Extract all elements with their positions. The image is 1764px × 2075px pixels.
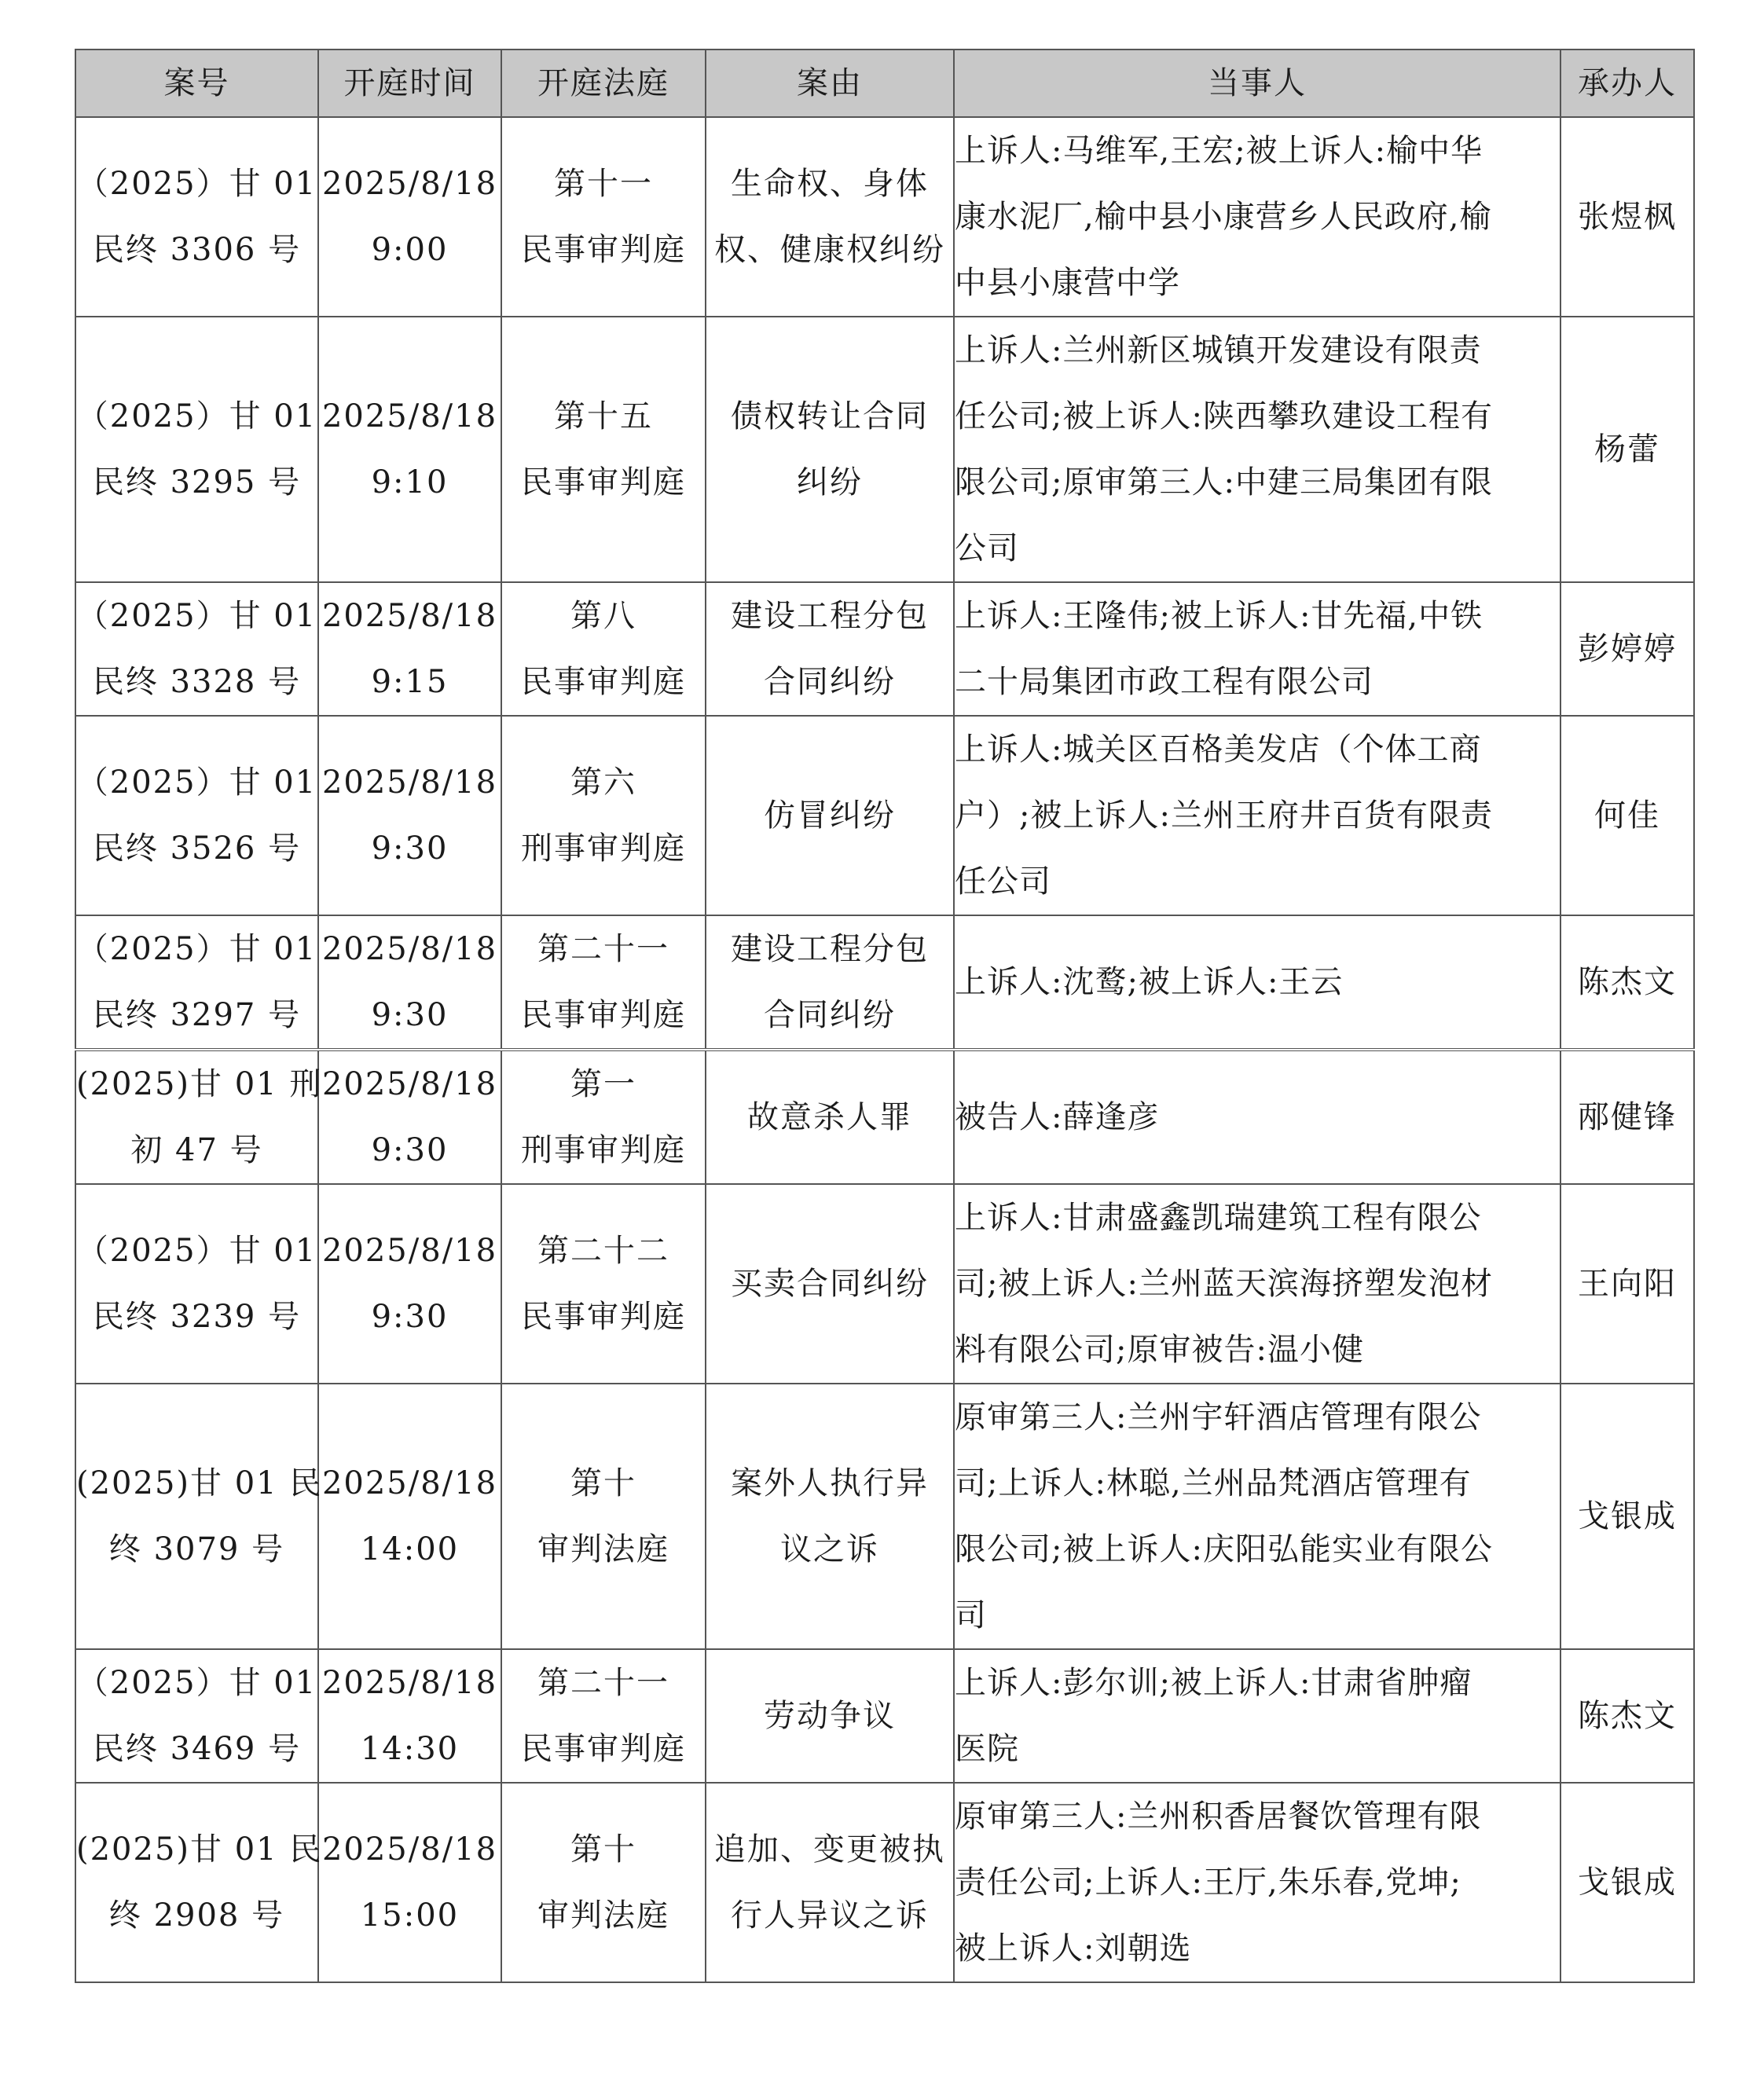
parties-cell (954, 1649, 1560, 1783)
table-row (75, 1384, 1694, 1649)
case-number-cell-line: （2025）甘 01 (76, 764, 317, 801)
cause-cell (706, 1184, 954, 1384)
parties-cell-line: 上诉人:兰州新区城镇开发建设有限责 (955, 332, 1482, 368)
courtroom-cell-line: 第十 (570, 1465, 636, 1501)
courtroom-cell-line: 民事审判庭 (521, 464, 686, 500)
table-row (75, 1783, 1694, 1982)
hearing-time-cell-line: 14:30 (360, 1731, 460, 1767)
table-row (75, 915, 1694, 1050)
case-number-cell-line: 终 2908 号 (108, 1897, 285, 1934)
header-parties: 当事人 (954, 49, 1560, 117)
case-number-cell-line: （2025）甘 01 (76, 398, 317, 434)
hearing-time-cell-line: 15:00 (360, 1897, 460, 1934)
parties-cell-line: 任公司;被上诉人:陕西攀玖建设工程有 (955, 398, 1493, 434)
table-row (75, 1184, 1694, 1384)
table-row (75, 1050, 1694, 1184)
cause-cell (706, 1050, 954, 1184)
cause-cell-line: 故意杀人罪 (747, 1099, 912, 1135)
hearing-time-cell-line: 9:30 (371, 830, 449, 867)
hearing-time-cell-line: 2025/8/18 (321, 1665, 498, 1701)
parties-cell-line: 康水泥厂,榆中县小康营乡人民政府,榆 (955, 199, 1492, 235)
table-row (75, 317, 1694, 582)
parties-cell (954, 716, 1560, 915)
parties-cell-line: 被告人:薛逢彦 (955, 1099, 1160, 1135)
parties-cell-line: 二十局集团市政工程有限公司 (955, 664, 1373, 700)
judge-cell: 陈杰文 (1560, 915, 1694, 1050)
hearing-time-cell-line: 2025/8/18 (321, 764, 498, 801)
case-number-cell (75, 1184, 318, 1384)
parties-cell-line: 司 (955, 1597, 987, 1633)
header-judge: 承办人 (1560, 49, 1694, 117)
courtroom-cell (501, 1384, 706, 1649)
hearing-time-cell-line: 9:30 (371, 1132, 449, 1168)
hearing-time-cell-line: 2025/8/18 (321, 1233, 498, 1269)
parties-cell-line: 限公司;原审第三人:中建三局集团有限 (955, 464, 1493, 500)
courtroom-cell-line: 刑事审判庭 (521, 1132, 686, 1168)
case-number-cell-line: 民终 3328 号 (92, 664, 302, 700)
parties-cell (954, 117, 1560, 317)
parties-cell (954, 915, 1560, 1050)
courtroom-cell-line: 第二十一 (537, 1665, 669, 1701)
case-number-cell-line: （2025）甘 01 (76, 931, 317, 967)
courtroom-cell-line: 第六 (570, 764, 636, 801)
case-number-cell-line: （2025）甘 01 (76, 1233, 317, 1269)
hearing-time-cell-line: 2025/8/18 (321, 1465, 498, 1501)
courtroom-cell-line: 民事审判庭 (521, 997, 686, 1033)
parties-cell-line: 上诉人:沈鹜;被上诉人:王云 (955, 964, 1344, 1000)
hearing-time-cell-line: 2025/8/18 (321, 931, 498, 967)
case-number-cell (75, 1384, 323, 1649)
cause-cell (706, 117, 954, 317)
table-body (75, 117, 1694, 1982)
case-number-cell (75, 1050, 323, 1184)
hearing-time-cell-line: 2025/8/18 (321, 166, 498, 202)
hearing-time-cell-line: 9:10 (371, 464, 449, 500)
courtroom-cell-line: 审判法庭 (537, 1897, 669, 1934)
hearing-time-cell-line: 9:30 (371, 1299, 449, 1335)
parties-cell (954, 1783, 1560, 1982)
hearing-time-cell (318, 915, 501, 1050)
courtroom-cell-line: 第十一 (554, 166, 653, 202)
case-number-cell (75, 582, 318, 716)
hearing-time-cell-line: 2025/8/18 (321, 1831, 498, 1868)
case-number-cell (75, 716, 318, 915)
hearing-time-cell (318, 117, 501, 317)
cause-cell-line: 仿冒纠纷 (764, 797, 896, 834)
cause-cell-line: 行人异议之诉 (731, 1897, 929, 1934)
courtroom-cell-line: 民事审判庭 (521, 1731, 686, 1767)
hearing-time-cell-line: 2025/8/18 (321, 1066, 498, 1102)
table-row (75, 582, 1694, 716)
cause-cell (706, 1783, 954, 1982)
cause-cell (706, 582, 954, 716)
case-number-cell (75, 117, 318, 317)
courtroom-cell-line: 第一 (570, 1066, 636, 1102)
header-case-no: 案号 (75, 49, 318, 117)
parties-cell (954, 1384, 1560, 1649)
hearing-time-cell (318, 716, 501, 915)
hearing-time-cell-line: 14:00 (360, 1531, 460, 1567)
header-time: 开庭时间 (318, 49, 501, 117)
courtroom-cell (501, 582, 706, 716)
hearing-time-cell-line: 2025/8/18 (321, 598, 498, 634)
table-row (75, 117, 1694, 317)
courtroom-cell-line: 第十五 (554, 398, 653, 434)
parties-cell-line: 司;被上诉人:兰州蓝天滨海挤塑发泡材 (955, 1266, 1493, 1302)
cause-cell-line: 合同纠纷 (764, 997, 896, 1033)
judge-cell: 邴健锋 (1560, 1050, 1694, 1184)
courtroom-cell-line: 第二十二 (537, 1233, 669, 1269)
case-number-cell-line: （2025）甘 01 (76, 166, 317, 202)
cause-cell-line: 建设工程分包 (731, 931, 929, 967)
courtroom-cell-line: 第八 (570, 598, 636, 634)
judge-cell: 杨蕾 (1560, 317, 1694, 582)
parties-cell-line: 被上诉人:刘朝选 (955, 1930, 1192, 1967)
cause-cell (706, 1649, 954, 1783)
courtroom-cell-line: 审判法庭 (537, 1531, 669, 1567)
parties-cell (954, 1184, 1560, 1384)
cause-cell-line: 买卖合同纠纷 (731, 1266, 929, 1302)
parties-cell-line: 上诉人:甘肃盛鑫凯瑞建筑工程有限公 (955, 1200, 1482, 1236)
cause-cell-line: 劳动争议 (764, 1698, 896, 1734)
parties-cell-line: 料有限公司;原审被告:温小健 (955, 1332, 1364, 1368)
parties-cell-line: 原审第三人:兰州积香居餐饮管理有限 (955, 1798, 1482, 1835)
courtroom-cell-line: 第十 (570, 1831, 636, 1868)
case-number-cell-line: 民终 3239 号 (92, 1299, 302, 1335)
courtroom-cell-line: 第二十一 (537, 931, 669, 967)
cause-cell-line: 权、健康权纠纷 (714, 232, 945, 268)
cause-cell-line: 案外人执行异 (731, 1465, 929, 1501)
parties-cell-line: 医院 (955, 1731, 1019, 1767)
cause-cell-line: 议之诉 (780, 1531, 879, 1567)
hearing-time-cell (318, 1184, 501, 1384)
parties-cell-line: 原审第三人:兰州宇轩酒店管理有限公 (955, 1399, 1482, 1435)
case-number-cell-line: 民终 3469 号 (92, 1731, 302, 1767)
hearing-time-cell (318, 582, 501, 716)
cause-cell-line: 建设工程分包 (731, 598, 929, 634)
case-number-cell-line: 民终 3306 号 (92, 232, 302, 268)
case-number-cell-line: 初 47 号 (130, 1132, 263, 1168)
courtroom-cell (501, 1184, 706, 1384)
courtroom-cell (501, 716, 706, 915)
case-number-cell (75, 1783, 323, 1982)
case-number-cell-line: 终 3079 号 (108, 1531, 285, 1567)
case-number-cell-line: (2025)甘 01 刑 (76, 1066, 323, 1102)
cause-cell-line: 合同纠纷 (764, 664, 896, 700)
parties-cell-line: 上诉人:马维军,王宏;被上诉人:榆中华 (955, 133, 1483, 169)
parties-cell-line: 司;上诉人:林聪,兰州品梵酒店管理有 (955, 1465, 1472, 1501)
judge-cell: 陈杰文 (1560, 1649, 1694, 1783)
hearing-time-cell (318, 1783, 501, 1982)
courtroom-cell (501, 117, 706, 317)
parties-cell-line: 限公司;被上诉人:庆阳弘能实业有限公 (955, 1531, 1493, 1567)
judge-cell: 何佳 (1560, 716, 1694, 915)
hearing-time-cell (318, 1649, 501, 1783)
hearing-schedule-table (75, 49, 1695, 1983)
courtroom-cell (501, 915, 706, 1050)
judge-cell: 戈银成 (1560, 1384, 1694, 1649)
parties-cell-line: 任公司 (955, 863, 1051, 900)
parties-cell (954, 317, 1560, 582)
courtroom-cell-line: 刑事审判庭 (521, 830, 686, 867)
case-number-cell (75, 915, 318, 1050)
courtroom-cell-line: 民事审判庭 (521, 232, 686, 268)
case-number-cell-line: 民终 3295 号 (92, 464, 302, 500)
case-number-cell-line: 民终 3526 号 (92, 830, 302, 867)
hearing-time-cell-line: 9:15 (371, 664, 449, 700)
parties-cell (954, 1050, 1560, 1184)
case-number-cell (75, 1649, 318, 1783)
header-cause: 案由 (706, 49, 954, 117)
courtroom-cell (501, 1783, 706, 1982)
cause-cell (706, 317, 954, 582)
parties-cell (954, 582, 1560, 716)
case-number-cell-line: （2025）甘 01 (76, 1665, 317, 1701)
hearing-time-cell-line: 9:30 (371, 997, 449, 1033)
case-number-cell-line: 民终 3297 号 (92, 997, 302, 1033)
table-row (75, 716, 1694, 915)
cause-cell (706, 716, 954, 915)
courtroom-cell (501, 1050, 706, 1184)
case-number-cell (75, 317, 318, 582)
cause-cell-line: 纠纷 (797, 464, 863, 500)
case-number-cell-line: （2025）甘 01 (76, 598, 317, 634)
judge-cell: 彭婷婷 (1560, 582, 1694, 716)
judge-cell: 戈银成 (1560, 1783, 1694, 1982)
courtroom-cell (501, 1649, 706, 1783)
hearing-time-cell (318, 1050, 501, 1184)
courtroom-cell (501, 317, 706, 582)
parties-cell-line: 公司 (955, 530, 1019, 566)
cause-cell-line: 生命权、身体 (731, 166, 929, 202)
parties-cell-line: 中县小康营中学 (955, 265, 1180, 301)
parties-cell-line: 上诉人:彭尔训;被上诉人:甘肃省肿瘤 (955, 1665, 1472, 1701)
hearing-time-cell (318, 317, 501, 582)
header-row (75, 49, 1694, 117)
cause-cell (706, 1384, 954, 1649)
judge-cell: 王向阳 (1560, 1184, 1694, 1384)
cause-cell-line: 债权转让合同 (731, 398, 929, 434)
cause-cell-line: 追加、变更被执 (714, 1831, 945, 1868)
parties-cell-line: 上诉人:城关区百格美发店（个体工商 (955, 731, 1482, 768)
parties-cell-line: 上诉人:王隆伟;被上诉人:甘先福,中铁 (955, 598, 1483, 634)
hearing-time-cell (318, 1384, 501, 1649)
hearing-time-cell-line: 9:00 (371, 232, 449, 268)
parties-cell-line: 户）;被上诉人:兰州王府井百货有限责 (955, 797, 1493, 834)
table-row (75, 1649, 1694, 1783)
courtroom-cell-line: 民事审判庭 (521, 1299, 686, 1335)
header-court: 开庭法庭 (501, 49, 706, 117)
courtroom-cell-line: 民事审判庭 (521, 664, 686, 700)
case-number-cell-line: (2025)甘 01 民 (76, 1831, 323, 1868)
judge-cell: 张煜枫 (1560, 117, 1694, 317)
cause-cell (706, 915, 954, 1050)
parties-cell-line: 责任公司;上诉人:王厅,朱乐春,党坤; (955, 1864, 1461, 1901)
hearing-time-cell-line: 2025/8/18 (321, 398, 498, 434)
case-number-cell-line: (2025)甘 01 民 (76, 1465, 323, 1501)
